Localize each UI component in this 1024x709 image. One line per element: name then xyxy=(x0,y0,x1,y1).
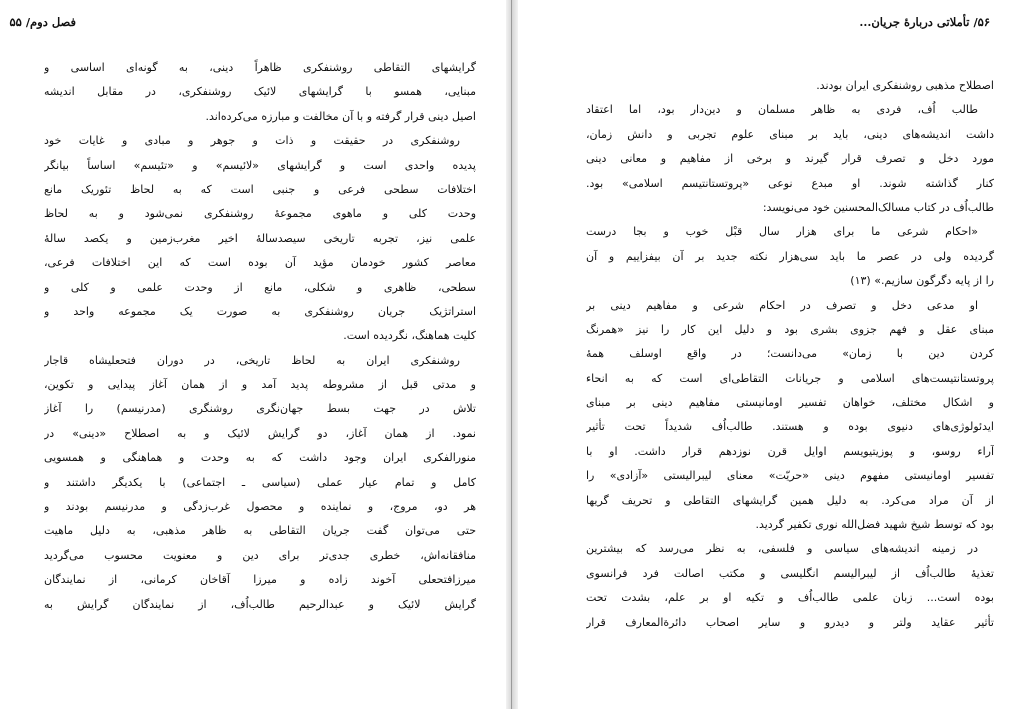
text-line: اختلافات سطحی فرعی و جنبی است که به لحاظ تئوریک مانع xyxy=(44,182,476,196)
text-line: و اشکال مختلف، خواهان تفسیر اومانیستی مفاهیم دینی بر مبنای xyxy=(586,396,994,410)
text-line: منافقانه‌اش، خطری جدی‌تر برای دین و معنویت محسوب می‌گردید xyxy=(44,548,476,562)
text-line: و مدتی قبل از مشروطه پدید آمد و از همان آغاز پیدایی و تکوین، xyxy=(44,378,476,392)
left-page-body xyxy=(44,56,476,617)
text-line: در زمینه اندیشه‌های سیاسی و فلسفی، به نظر می‌رسد که بیشترین xyxy=(586,542,978,556)
text-line: کلیت هماهنگ، نگردیده است. xyxy=(343,329,476,343)
text-line: تلاش در جهت بسط جهان‌نگری روشنگری (مدرنیسم) را آغاز xyxy=(44,402,476,416)
book-gutter xyxy=(506,0,518,709)
text-line: «احکام شرعی ما برای هزار سال قبْل خوب و بجا درست xyxy=(586,225,978,239)
text-line: ایدئولوژی‌های دنیوی بوده و هستند. طالب‌اُف شدیداً تحت تأثیر xyxy=(586,420,994,434)
text-line: آراء روسو، و پوزیتیویسم اوایل قرن نوزدهم قرار داشت. او با xyxy=(586,444,994,458)
text-line: پروتستانتیست‌های اسلامی و جریانات التقاطی‌ای است که به انحاء xyxy=(586,371,994,385)
text-line: کنار گذاشته شوند. او مبدع نوعی «پروتستانتیسم اسلامی» بود. xyxy=(586,176,994,190)
text-line: کامل و تمام عیار عملی (سیاسی ـ اجتماعی) با یکدیگر داشتند و xyxy=(44,475,476,489)
text-line: تفسیر اومانیستی مفهوم دینی «حریّت» معنای لیبرالیستی «آزادی» را xyxy=(586,469,994,483)
text-line: روشنفکری در حقیقت و ذات و جوهر و مبادی و غایات خود xyxy=(44,134,460,148)
running-header-left: فصل دوم/ ۵۵ xyxy=(9,15,76,29)
text-line: روشنفکری ایران به لحاظ تاریخی، در دوران فتحعلیشاه قاجار xyxy=(44,353,460,367)
text-line: وحدت کلی و ماهوی مجموعهٔ روشنفکری نمی‌شود و به لحاظ xyxy=(44,207,476,221)
text-line: گرایش لائیک و عبدالرحیم طالب‌اُف، از نمایندگان گرایش به xyxy=(44,597,476,611)
text-line: اصطلاح مذهبی روشنفکری ایران بودند. xyxy=(816,79,994,92)
gutter-divider xyxy=(511,0,512,709)
text-line: داشت اندیشه‌های دینی، باید بر مبنای علوم تجربی و دانش زمان، xyxy=(586,127,994,141)
text-line: بوده است... زبان علمی طالب‌اُف و تکیه او بر علم، بشدت تحت xyxy=(586,591,994,605)
text-line: اصیل دینی قرار گرفته و با آن مخالفت و مبارزه می‌کرده‌اند. xyxy=(205,109,476,123)
right-page xyxy=(518,0,1024,709)
text-line: گردیده ولی در عصر ما باید سی‌هزار نکته جدید بر آن بیفزاییم و آن xyxy=(586,249,994,263)
text-line: معاصر کشور خودمان مؤید آن بوده است که این اختلافات فرعی، xyxy=(44,256,476,270)
text-line: پدیده واحدی است و گرایشهای «لائیسم» و «تئیسم» اساساً بیانگر xyxy=(44,158,476,172)
text-line: هر دو، مروج، و نماینده و محصول غرب‌زدگی و مدرنیسم بودند و xyxy=(44,500,476,514)
text-line: منورالفکری ایران وجود داشت که به وحدت و هماهنگی و همسویی xyxy=(44,451,476,465)
text-line: سطحی، ظاهری و شکلی، مانع از وحدت علمی و کلی و xyxy=(44,280,476,294)
text-line: مبنای عقل و فهم جزوی بشری بود و دلیل این کار را نیز «همرنگ xyxy=(586,322,994,336)
text-line: نمود. از همان آغاز، دو گرایش لائیک و به اصطلاح «دینی» در xyxy=(44,426,476,440)
text-line: مبنایی، همسو با گرایشهای لائیک روشنفکری، در مقابل اندیشه xyxy=(44,85,476,99)
text-line: تأثیر عقاید ولتر و دیدرو و سایر اصحاب دائرةالمعارف قرار xyxy=(586,615,994,629)
text-line: کردن دین با زمان» می‌دانست؛ در واقع اوسلف همهٔ xyxy=(586,347,994,361)
right-page-body xyxy=(586,74,994,635)
text-line: گرایشهای التقاطی روشنفکری ظاهراً دینی، به گونه‌ای اساسی و xyxy=(44,61,476,74)
text-line: میرزافتحعلی آخوند زاده و میرزا آقاخان کرمانی، از نمایندگان xyxy=(44,573,476,587)
text-line: حتی می‌توان گفت جریان التقاطی به ظاهر مذهبی، به دلیل ماهیت xyxy=(44,524,476,538)
text-line: مورد دخل و تصرف قرار گیرند و برخی از مفاهیم و معانی دینی xyxy=(586,152,994,166)
left-page xyxy=(0,0,506,709)
text-line: بود که توسط شیخ شهید فضل‌الله نوری تکفیر گردید. xyxy=(755,518,994,532)
text-line: او مدعی دخل و تصرف در احکام شرعی و مفاهیم دینی بر xyxy=(586,298,978,312)
text-line: تغذیهٔ طالب‌اُف از لیبرالیسم انگلیسی و مکتب اصالت فرد فرانسوی xyxy=(586,566,994,580)
text-line: استراتژیک جریان روشنفکری به صورت یک مجموعه واحد و xyxy=(44,304,476,318)
running-header-right: ۵۶/ تأملاتی دربارهٔ جریان... xyxy=(859,15,990,29)
text-line: از آن مراد می‌کرد. به دلیل همین گرایشهای التقاطی و تحریف گریها xyxy=(586,493,994,507)
text-line: را از پایه دگرگون سازیم.» (۱۳) xyxy=(850,274,994,288)
text-line: طالب اُف، فردی به ظاهر مسلمان و دین‌دار بود، اما اعتقاد xyxy=(586,103,978,117)
text-line: طالب‌اُف در کتاب مسالک‌المحسنین خود می‌نویسد: xyxy=(762,200,994,214)
text-line: علمی نیز، تجربه تاریخی سیصدسالهٔ اخیر مغرب‌زمین و یکصد سالهٔ xyxy=(44,231,476,245)
